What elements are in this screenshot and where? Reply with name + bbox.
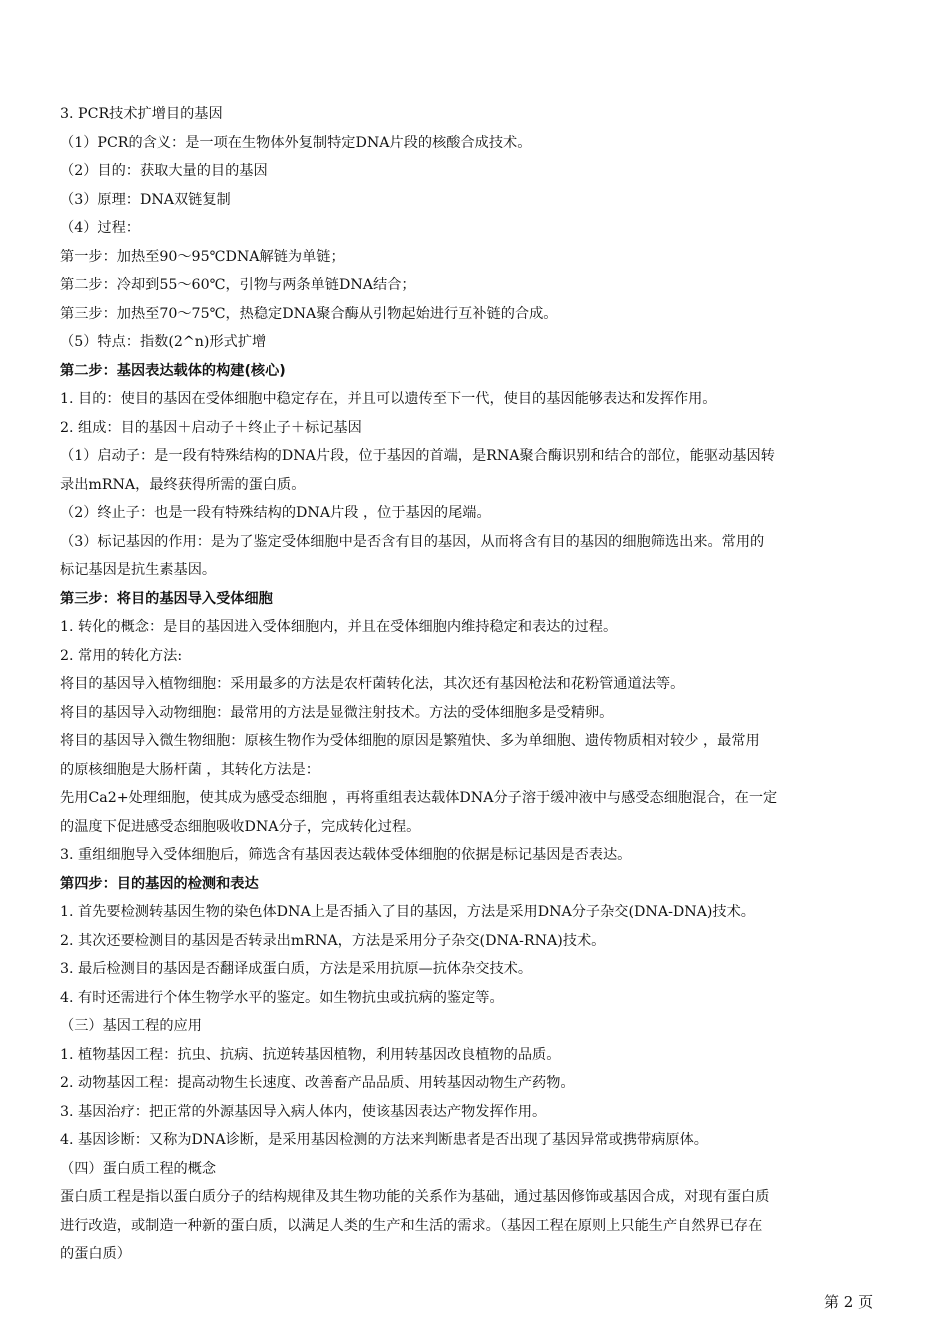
paragraph-line: 1. 植物基因工程：抗虫、抗病、抗逆转基因植物，利用转基因改良植物的品质。	[60, 1046, 561, 1063]
paragraph-line: 2. 其次还要检测目的基因是否转录出mRNA，方法是采用分子杂交(DNA-RNA)技术。	[60, 932, 606, 949]
pcr-purpose: （2）目的：获取大量的目的基因	[60, 163, 268, 179]
paragraph-line: 4. 基因诊断：又称为DNA诊断，是采用基因检测的方法来判断患者是否出现了基因异常或携带病原体。	[60, 1132, 708, 1148]
paragraph-line: 1. 首先要检测转基因生物的染色体DNA上是否插入了目的基因，方法是采用DNA分子杂交(DNA-DNA)技术。	[60, 904, 755, 920]
section-heading-pcr: 3. PCR技术扩增目的基因	[60, 106, 223, 122]
paragraph-line: 将目的基因导入微生物细胞：原核生物作为受体细胞的原因是繁殖快、多为单细胞、遗传物质相对较少 ，最常用	[60, 733, 760, 749]
paragraph-line: 的温度下促进感受态细胞吸收DNA分子，完成转化过程。	[60, 818, 421, 835]
pcr-feature: （5）特点：指数(2^n)形式扩增	[60, 334, 267, 350]
pcr-step-1: 第一步：加热至90～95℃DNA解链为单链；	[60, 248, 345, 265]
paragraph-line: 3. 重组细胞导入受体细胞后，筛选含有基因表达载体受体细胞的依据是标记基因是否表达。	[60, 847, 632, 863]
paragraph-line: 先用Ca2+处理细胞，使其成为感受态细胞 ，再将重组表达载体DNA分子溶于缓冲液中与感受态细胞混合，在一定	[60, 790, 778, 806]
paragraph-line: 进行改造，或制造一种新的蛋白质，以满足人类的生产和生活的需求。（基因工程在原则上只能生产自然界已存在	[60, 1217, 763, 1234]
pcr-process-label: （4）过程：	[60, 220, 140, 236]
paragraph-line: （3）标记基因的作用：是为了鉴定受体细胞中是否含有目的基因，从而将含有目的基因的细胞筛选出来。常用的	[60, 533, 765, 550]
paragraph-line: 3. 最后检测目的基因是否翻译成蛋白质，方法是采用抗原—抗体杂交技术。	[60, 961, 533, 977]
pcr-definition: （1）PCR的含义：是一项在生物体外复制特定DNA片段的核酸合成技术。	[60, 134, 532, 151]
page-number: 第 2 页	[824, 1293, 874, 1311]
paragraph-line: 2. 动物基因工程：提高动物生长速度、改善畜产品品质、用转基因动物生产药物。	[60, 1075, 575, 1091]
paragraph-line: 2. 组成：目的基因＋启动子＋终止子＋标记基因	[60, 419, 362, 436]
pcr-step-2: 第二步：冷却到55～60℃，引物与两条单链DNA结合；	[60, 277, 416, 293]
paragraph-line: 1. 转化的概念：是目的基因进入受体细胞内，并且在受体细胞内维持稳定和表达的过程。	[60, 619, 618, 635]
pcr-principle: （3）原理：DNA双链复制	[60, 191, 231, 208]
paragraph-line: 的原核细胞是大肠杆菌 ，其转化方法是：	[60, 761, 320, 778]
heading-step-four: 第四步：目的基因的检测和表达	[60, 875, 259, 892]
paragraph-line: 将目的基因导入植物细胞：采用最多的方法是农杆菌转化法，其次还有基因枪法和花粉管通道法等。	[60, 676, 685, 692]
paragraph-line: 标记基因是抗生素基因。	[60, 562, 217, 578]
paragraph-line: 录出mRNA，最终获得所需的蛋白质。	[60, 476, 306, 493]
heading-step-two: 第二步：基因表达载体的构建(核心)	[60, 362, 286, 379]
paragraph-line: 将目的基因导入动物细胞：最常用的方法是显微注射技术。方法的受体细胞多是受精卵。	[60, 704, 614, 721]
paragraph-line: 的蛋白质）	[60, 1246, 131, 1262]
paragraph-line: 3. 基因治疗：把正常的外源基因导入病人体内，使该基因表达产物发挥作用。	[60, 1103, 547, 1120]
paragraph-line: （1）启动子：是一段有特殊结构的DNA片段，位于基因的首端，是RNA聚合酶识别和结合的部位，能驱动基因转	[60, 448, 775, 464]
section-heading-protein-engineering: （四）蛋白质工程的概念	[60, 1160, 217, 1177]
paragraph-line: （2）终止子：也是一段有特殊结构的DNA片段 ，位于基因的尾端。	[60, 505, 491, 521]
pcr-step-3: 第三步：加热至70～75℃，热稳定DNA聚合酶从引物起始进行互补链的合成。	[60, 305, 558, 322]
heading-step-three: 第三步：将目的基因导入受体细胞	[60, 590, 273, 607]
document-body	[60, 100, 895, 1269]
paragraph-line: 蛋白质工程是指以蛋白质分子的结构规律及其生物功能的关系作为基础，通过基因修饰或基因合成，对现有蛋白质	[60, 1189, 770, 1205]
paragraph-line: 1. 目的：使目的基因在受体细胞中稳定存在，并且可以遗传至下一代，使目的基因能够表达和发挥作用。	[60, 391, 717, 407]
section-heading-applications: （三）基因工程的应用	[60, 1018, 202, 1034]
paragraph-line: 2. 常用的转化方法:	[60, 647, 183, 664]
paragraph-line: 4. 有时还需进行个体生物学水平的鉴定。如生物抗虫或抗病的鉴定等。	[60, 989, 504, 1006]
